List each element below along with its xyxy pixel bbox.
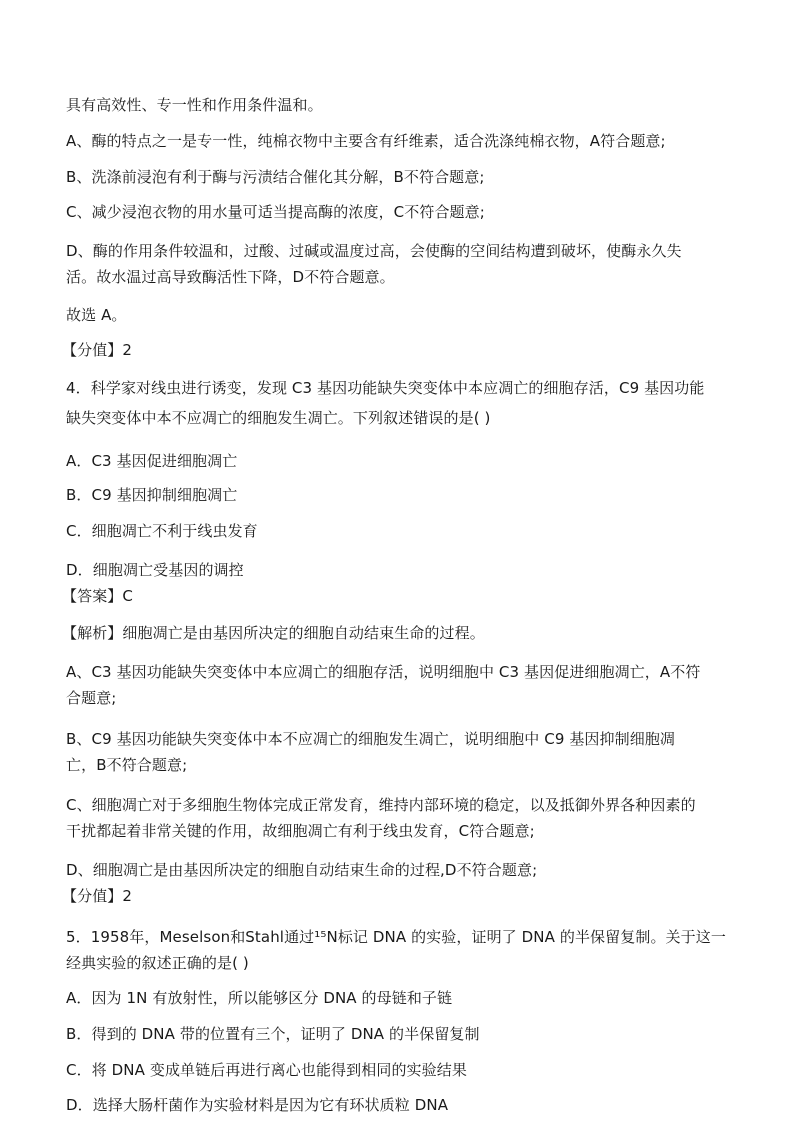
text-line: D、酶的作用条件较温和，过酸、过碱或温度过高，会使酶的空间结构遭到破坏，使酶永久失	[66, 242, 682, 260]
text-line: 具有高效性、专一性和作用条件温和。	[66, 96, 323, 114]
question-4-option-b: B．C9 基因抑制细胞凋亡	[66, 486, 238, 504]
text-line: A、C3 基因功能缺失突变体中本应凋亡的细胞存活，说明细胞中 C3 基因促进细胞凋亡，A不符	[66, 663, 701, 681]
text-line: 干扰都起着非常关键的作用，故细胞凋亡有利于线虫发育，C符合题意;	[66, 822, 535, 840]
question-4-option-a: A．C3 基因促进细胞凋亡	[66, 452, 238, 470]
text-line: B、C9 基因功能缺失突变体中本不应凋亡的细胞发生凋亡，说明细胞中 C9 基因抑制细胞凋	[66, 730, 676, 748]
question-4-stem: 缺失突变体中本不应凋亡的细胞发生凋亡。下列叙述错误的是( )	[66, 409, 491, 427]
analysis-line: 【解析】细胞凋亡是由基因所决定的细胞自动结束生命的过程。	[62, 624, 485, 642]
question-5-stem: 经典实验的叙述正确的是( )	[66, 954, 249, 972]
text-line: C、减少浸泡衣物的用水量可适当提高酶的浓度，C不符合题意;	[66, 203, 485, 221]
question-5-option-b: B．得到的 DNA 带的位置有三个，证明了 DNA 的半保留复制	[66, 1025, 480, 1043]
text-line: 活。故水温过高导致酶活性下降，D不符合题意。	[66, 268, 395, 286]
text-line: A、酶的特点之一是专一性，纯棉衣物中主要含有纤维素，适合洗涤纯棉衣物，A符合题意;	[66, 132, 666, 150]
question-4-stem: 4．科学家对线虫进行诱变，发现 C3 基因功能缺失突变体中本应凋亡的细胞存活，C9 基因功能	[66, 379, 705, 397]
text-line: 故选 A。	[66, 306, 127, 324]
answer-tag: 【答案】C	[62, 587, 133, 605]
text-line: D、细胞凋亡是由基因所决定的细胞自动结束生命的过程,D不符合题意;	[66, 861, 538, 879]
question-5-option-c: C．将 DNA 变成单链后再进行离心也能得到相同的实验结果	[66, 1061, 467, 1079]
question-5-stem: 5．1958年，Meselson和Stahl通过¹⁵N标记 DNA 的实验，证明了 DNA 的半保留复制。关于这一	[66, 928, 726, 946]
score-tag: 【分值】2	[62, 341, 133, 359]
score-tag: 【分值】2	[62, 887, 133, 905]
question-5-option-a: A．因为 1N 有放射性，所以能够区分 DNA 的母链和子链	[66, 989, 453, 1007]
text-line: 亡，B不符合题意;	[66, 756, 188, 774]
question-5-option-d: D．选择大肠杆菌作为实验材料是因为它有环状质粒 DNA	[66, 1096, 449, 1114]
question-4-option-d: D．细胞凋亡受基因的调控	[66, 561, 244, 579]
text-line: 合题意;	[66, 689, 117, 707]
text-line: C、细胞凋亡对于多细胞生物体完成正常发育，维持内部环境的稳定，以及抵御外界各种因素的	[66, 796, 696, 814]
text-line: B、洗涤前浸泡有利于酶与污渍结合催化其分解，B不符合题意;	[66, 168, 485, 186]
question-4-option-c: C．细胞凋亡不利于线虫发育	[66, 522, 258, 540]
